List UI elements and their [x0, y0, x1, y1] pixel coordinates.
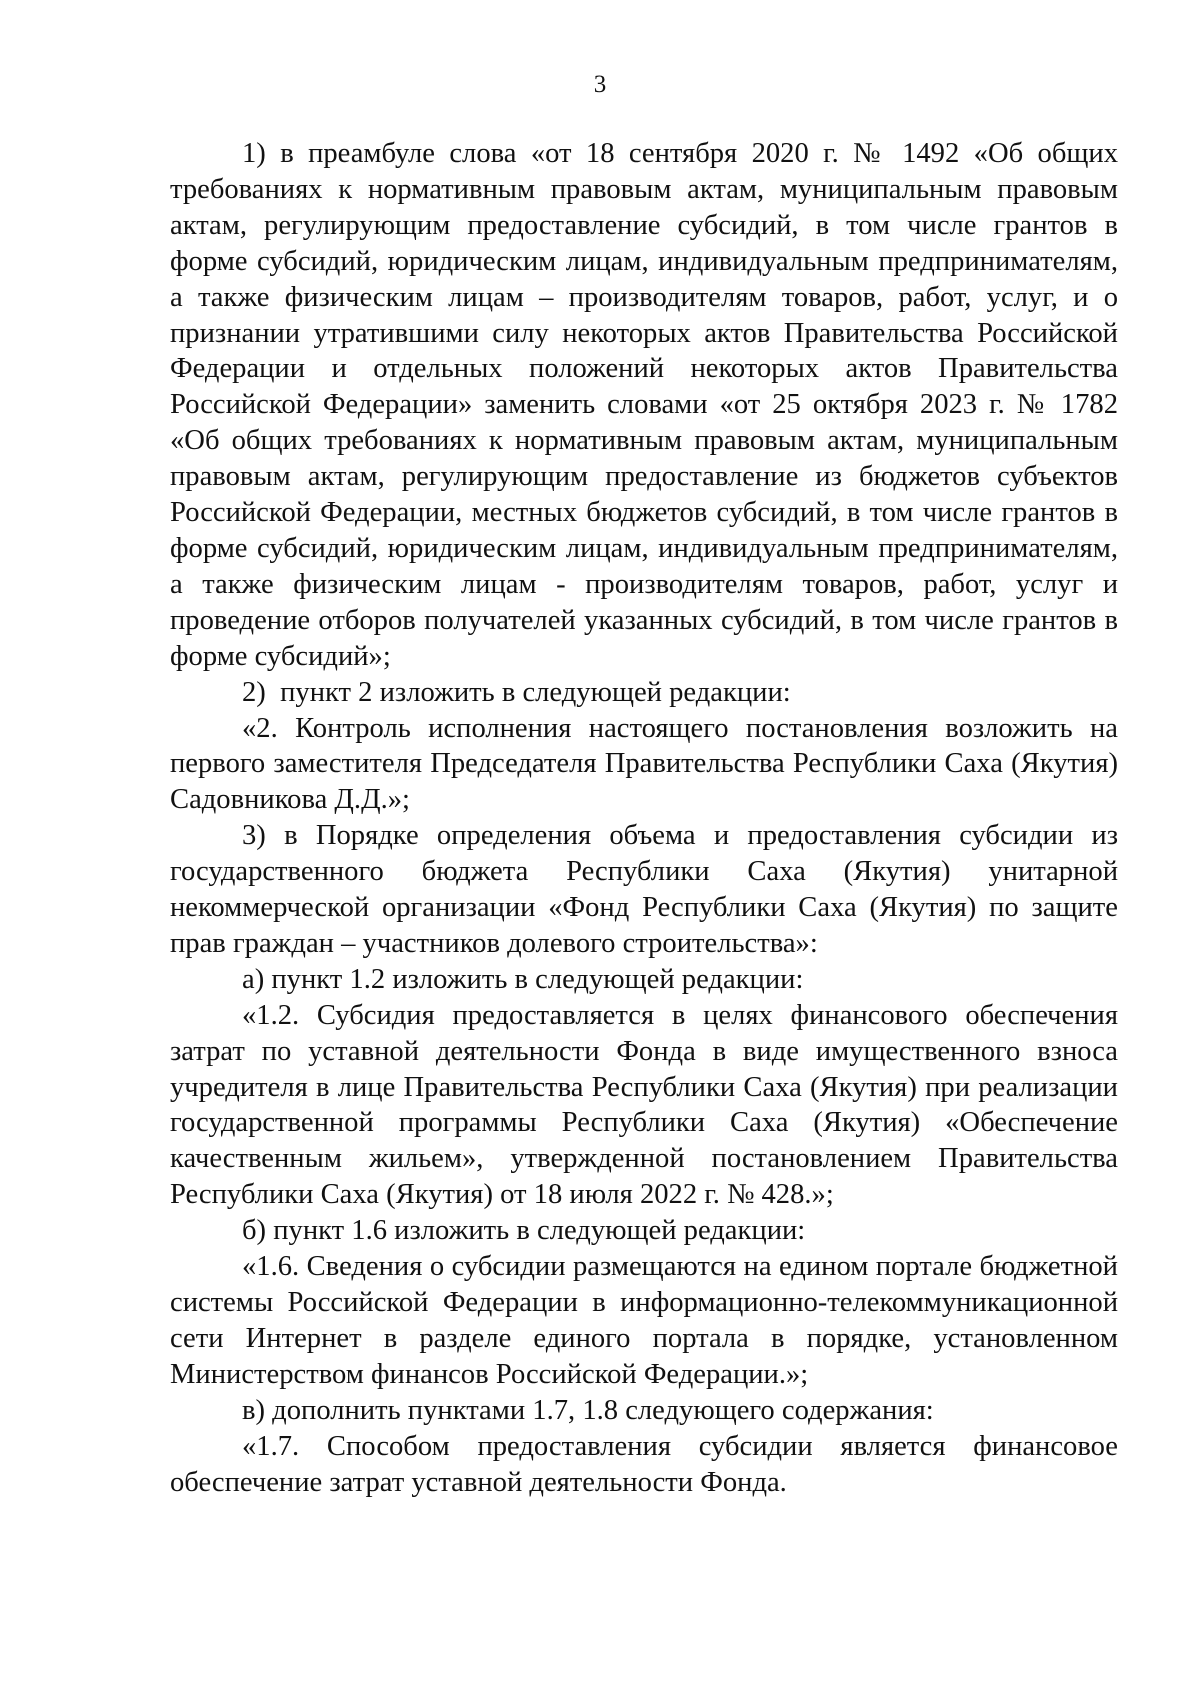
- page-number: 3: [593, 71, 607, 98]
- paragraph-clause-1-6: «1.6. Сведения о субсидии размещаются на едином портале бюджетной системы Российской Федерации в информационно-телекоммуникационной сети Интернет в разделе единого портала в порядке, установленном Министерством финансов Российской Федерации.»;: [170, 1251, 1118, 1390]
- paragraph-subitem-v-intro: в) дополнить пунктами 1.7, 1.8 следующего содержания:: [242, 1394, 934, 1426]
- paragraph-item-3-intro: 3) в Порядке определения объема и предоставления субсидии из государственного бюджета Республики Саха (Якутия) унитарной некоммерческой организации «Фонд Республики Саха (Якутия) по защите прав граждан – участников долевого строительства»:: [170, 820, 1118, 959]
- paragraph-subitem-b-intro: б) пункт 1.6 изложить в следующей редакции:: [242, 1215, 806, 1247]
- paragraph-clause-1-2: «1.2. Субсидия предоставляется в целях финансового обеспечения затрат по уставной деятельности Фонда в виде имущественного взноса учредителя в лице Правительства Республики Саха (Якутия) при реализации государственной программы Республики Саха (Якутия) «Обеспечение качественным жильем», утвержденной постановлением Правительства Республики Саха (Якутия) от 18 июля 2022 г. № 428.»;: [170, 999, 1118, 1211]
- paragraph-item-2-text: «2. Контроль исполнения настоящего постановления возложить на первого заместителя Председателя Правительства Республики Саха (Якутия) Садовникова Д.Д.»;: [170, 712, 1118, 816]
- paragraph-preamble-amendment: 1) в преамбуле слова «от 18 сентября 2020 г. № 1492 «Об общих требованиях к нормативным правовым актам, муниципальным правовым актам, регулирующим предоставление субсидий, в том числе грантов в форме субсидий, юридическим лицам, индивидуальным предпринимателям, а также физическим лицам – производителям товаров, работ, услуг, и о признании утратившими силу некоторых актов Правительства Российской Федерации и отдельных положений некоторых актов Правительства Российской Федерации» заменить словами «от 25 октября 2023 г. № 1782 «Об общих требованиях к нормативным правовым актам, муниципальным правовым актам, регулирующим предоставление из бюджетов субъектов Российской Федерации, местных бюджетов субсидий, в том числе грантов в форме субсидий, юридическим лицам, индивидуальным предпринимателям, а также физическим лицам - производителям товаров, работ, услуг и проведение отборов получателей указанных субсидий, в том числе грантов в форме субсидий»;: [170, 138, 1118, 672]
- paragraph-subitem-a-intro: а) пункт 1.2 изложить в следующей редакции:: [242, 963, 804, 995]
- paragraph-item-2-intro: 2) пункт 2 изложить в следующей редакции:: [242, 676, 791, 708]
- document-body: [170, 136, 1118, 1500]
- paragraph-clause-1-7: «1.7. Способом предоставления субсидии является финансовое обеспечение затрат уставной деятельности Фонда.: [170, 1430, 1118, 1498]
